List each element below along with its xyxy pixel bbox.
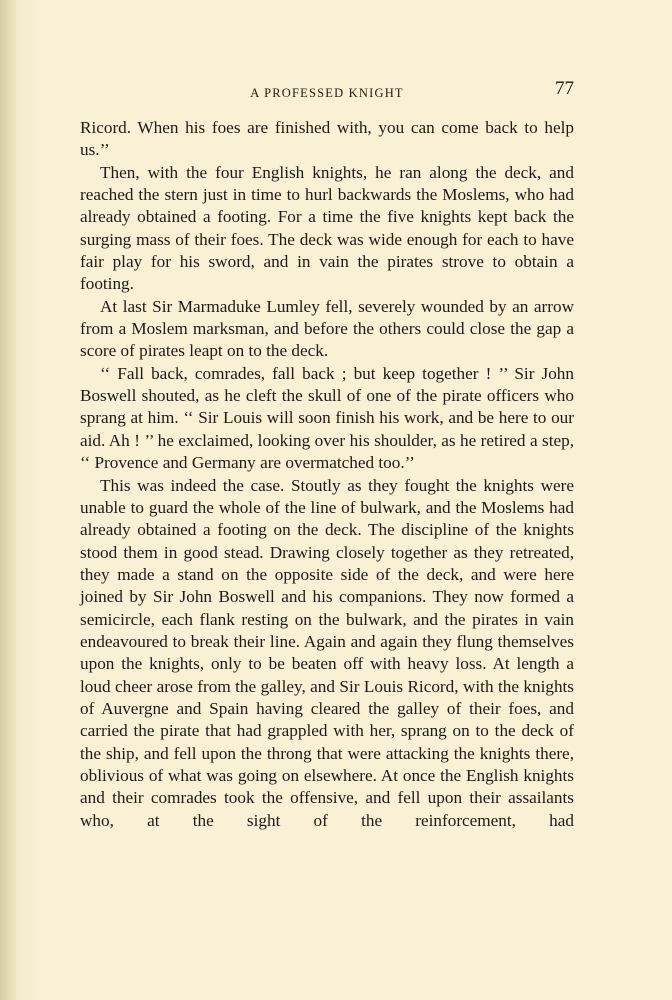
- page-gutter: [0, 0, 16, 1000]
- page-number: 77: [555, 78, 574, 99]
- paragraph-1: Ricord. When his foes are finished with, you can come back to help us.’’: [80, 118, 574, 160]
- paragraph-3: At last Sir Marmaduke Lumley fell, severely wounded by an arrow from a Moslem marksman, and before the others could close the gap a score of pirates leapt on to the deck.: [80, 296, 574, 361]
- paragraph-2: Then, with the four English knights, he ran along the deck, and reached the stern just in time to hurl backwards the Moslems, who had already obtained a footing. For a time the five knights kept back the surging mass of their foes. The deck was wide enough for each to have fair play for his sword, and in vain the pirates strove to obtain a footing.: [80, 162, 574, 294]
- running-head: A PROFESSED KNIGHT: [250, 86, 404, 100]
- paragraph-4: ‘‘ Fall back, comrades, fall back ; but keep together ! ’’ Sir John Boswell shouted, as he cleft the skull of one of the pirate officers who sprang at him. ‘‘ Sir Louis will soon finish his work, and be here to our aid. Ah ! ’’ he exclaimed, looking over his shoulder, as he retired a step, ‘‘ Provence and Germany are overmatched too.’’: [80, 363, 574, 473]
- page-header: [80, 78, 574, 106]
- body-text: [80, 117, 574, 832]
- paragraph-5: This was indeed the case. Stoutly as they fought the knights were unable to guard the whole of the line of bulwark, and the Moslems had already obtained a footing on the deck. The discipline of the knights stood them in good stead. Drawing closely together as they retreated, they made a stand on the opposite side of the deck, and were here joined by Sir John Boswell and his companions. They now formed a semicircle, each flank resting on the bulwark, and the pirates in vain endeavoured to break their line. Again and again they flung themselves upon the knights, only to be beaten off with heavy loss. At length a loud cheer arose from the galley, and Sir Louis Ricord, with the knights of Auvergne and Spain having cleared the galley of their foes, and carried the pirate that had grappled with her, sprang on to the deck of the ship, and fell upon the throng that were attacking the knights there, oblivious of what was going on elsewhere. At once the English knights and their comrades took the offensive, and fell upon their assailants who, at the sight of the reinforcement, had: [80, 475, 574, 830]
